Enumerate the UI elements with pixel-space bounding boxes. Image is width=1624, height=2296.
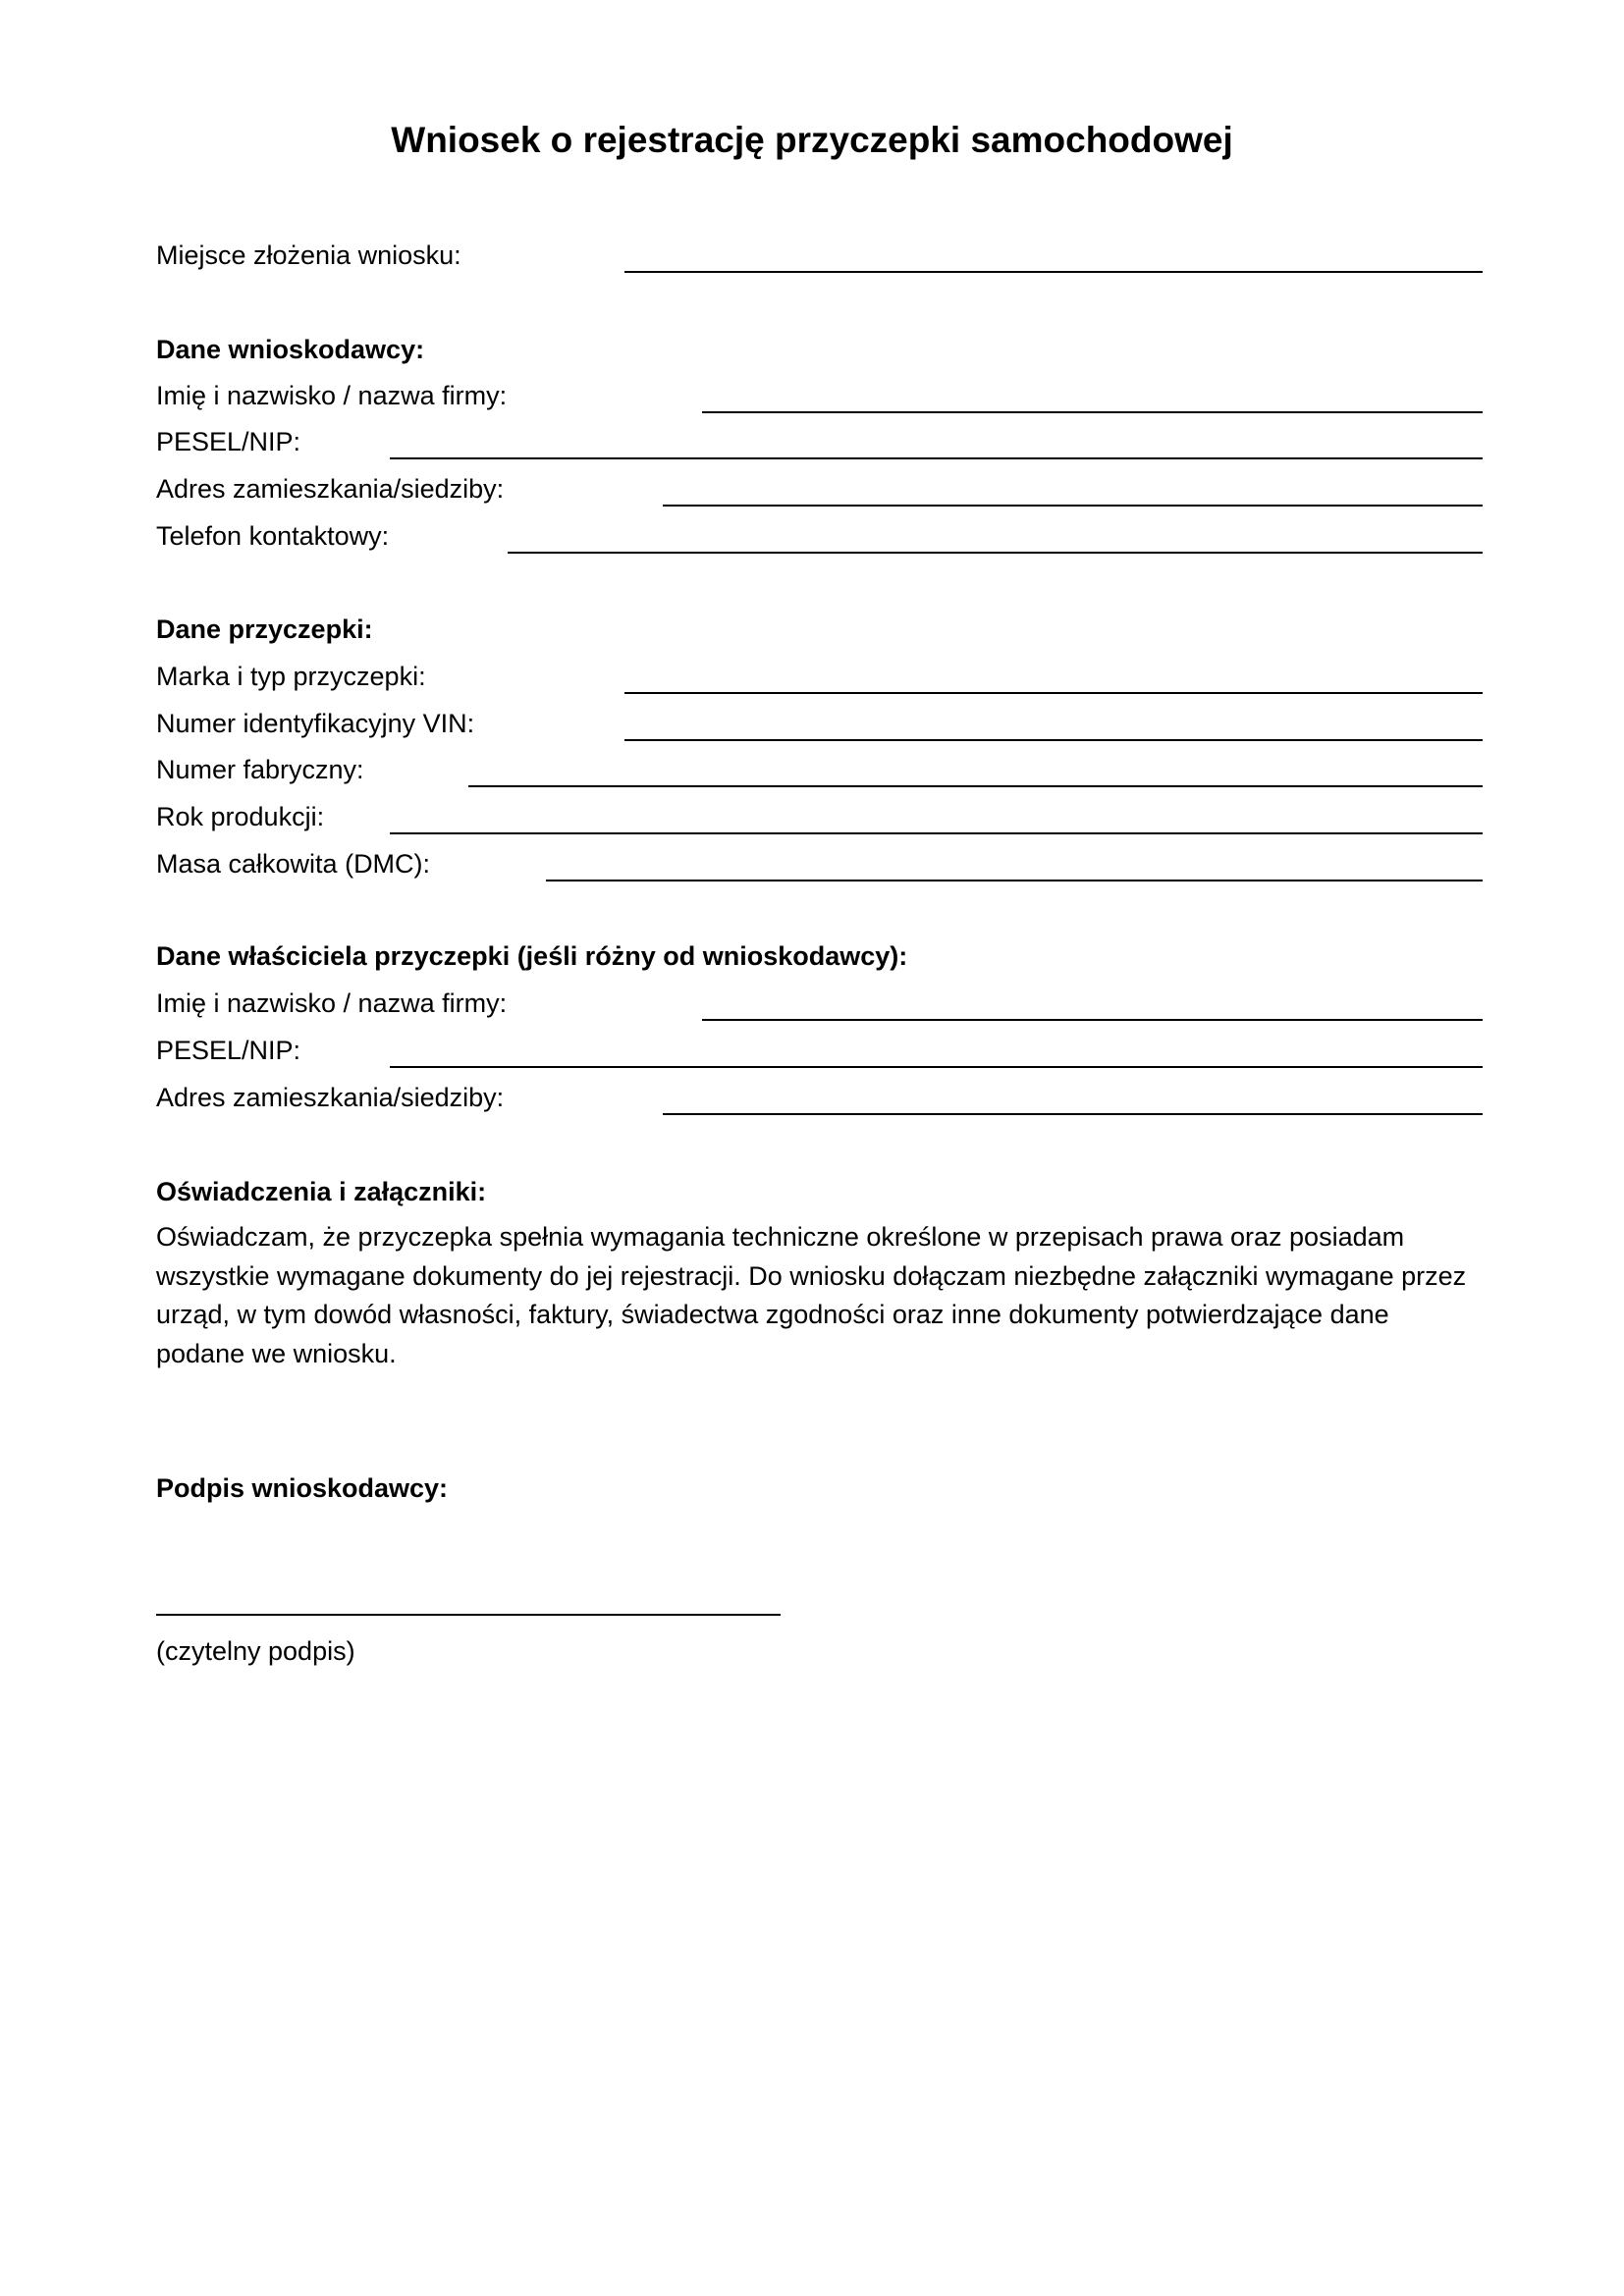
applicant-address-label: Adres zamieszkania/siedziby: <box>156 474 505 504</box>
applicant-address-field[interactable] <box>663 505 1483 507</box>
place-field[interactable] <box>624 271 1483 273</box>
owner-heading: Dane właściciela przyczepki (jeśli różny od wnioskodawcy): <box>156 941 908 971</box>
applicant-pesel-label: PESEL/NIP: <box>156 427 301 456</box>
trailer-year-field[interactable] <box>390 832 1483 834</box>
trailer-factory-field[interactable] <box>468 785 1483 787</box>
trailer-vin-field[interactable] <box>624 739 1483 741</box>
place-label: Miejsce złożenia wniosku: <box>156 240 461 270</box>
trailer-heading: Dane przyczepki: <box>156 614 373 644</box>
trailer-mass-field[interactable] <box>546 880 1483 881</box>
applicant-phone-field[interactable] <box>508 552 1483 554</box>
declarations-heading: Oświadczenia i załączniki: <box>156 1177 487 1206</box>
trailer-vin-label: Numer identyfikacyjny VIN: <box>156 709 475 738</box>
form-title: Wniosek o rejestrację przyczepki samochodowej <box>391 120 1233 160</box>
applicant-phone-label: Telefon kontaktowy: <box>156 521 390 551</box>
trailer-year-label: Rok produkcji: <box>156 802 325 831</box>
applicant-heading: Dane wnioskodawcy: <box>156 335 425 364</box>
trailer-make-field[interactable] <box>624 692 1483 694</box>
signature-caption: (czytelny podpis) <box>156 1636 355 1666</box>
owner-address-field[interactable] <box>663 1113 1483 1115</box>
owner-pesel-label: PESEL/NIP: <box>156 1036 301 1065</box>
trailer-mass-label: Masa całkowita (DMC): <box>156 849 431 879</box>
trailer-factory-label: Numer fabryczny: <box>156 755 364 784</box>
signature-heading: Podpis wnioskodawcy: <box>156 1473 449 1503</box>
applicant-pesel-field[interactable] <box>390 457 1483 459</box>
owner-address-label: Adres zamieszkania/siedziby: <box>156 1083 505 1112</box>
declarations-text: Oświadczam, że przyczepka spełnia wymagania techniczne określone w przepisach prawa oraz posiadam wszystkie wymagane dokumenty do jej rejestracji. Do wniosku dołączam niezbędne załączniki wymagane przez urząd, w tym dowód własności, faktury, świadectwa zgodności oraz inne dokumenty potwierdzające dane podane we wniosku. <box>156 1222 1467 1368</box>
owner-pesel-field[interactable] <box>390 1066 1483 1068</box>
applicant-name-field[interactable] <box>702 411 1483 413</box>
owner-name-label: Imię i nazwisko / nazwa firmy: <box>156 988 508 1018</box>
trailer-make-label: Marka i typ przyczepki: <box>156 662 426 691</box>
owner-name-field[interactable] <box>702 1019 1483 1021</box>
applicant-name-label: Imię i nazwisko / nazwa firmy: <box>156 381 508 410</box>
signature-line[interactable] <box>156 1614 781 1616</box>
